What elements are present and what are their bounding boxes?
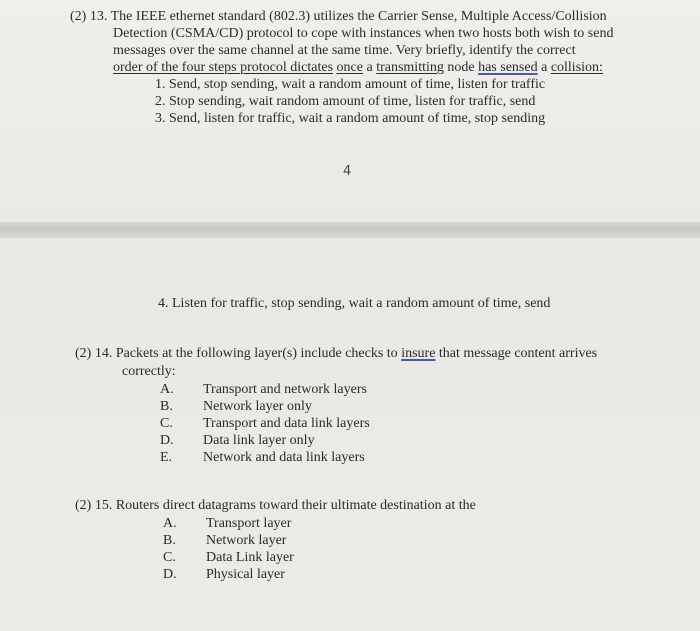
q13-answer: 4 [343, 164, 352, 179]
q15-letter-b: B. [163, 533, 176, 548]
q13-underlined-transmitting: transmitting [376, 60, 444, 75]
q13-underlined-has-sensed: has sensed [478, 60, 538, 75]
q14-letter-e: E. [160, 450, 173, 465]
q14-option-d: Data link layer only [203, 433, 315, 448]
paper-fold [0, 222, 700, 238]
q15-letter-d: D. [163, 567, 177, 582]
q14-letter-c: C. [160, 416, 173, 431]
q14-letter-d: D. [160, 433, 174, 448]
q14-option-c: Transport and data link layers [203, 416, 370, 431]
q15-letter-a: A. [163, 516, 177, 531]
q14-line-2: correctly: [122, 364, 176, 379]
q15-letter-c: C. [163, 550, 176, 565]
q14-letter-a: A. [160, 382, 174, 397]
q14-underlined-insure: insure [401, 346, 436, 361]
q13-line-4 [113, 60, 603, 76]
q15-line-1: (2) 15. Routers direct datagrams toward their ultimate destination at the [75, 498, 476, 513]
q13-underlined-order: order of the four steps protocol dictates [113, 60, 334, 75]
q14-text-start: (2) 14. Packets at the following layer(s) include checks to [75, 346, 398, 361]
q13-word-node: node [447, 60, 475, 75]
q13-line-1: (2) 13. The IEEE ethernet standard (802.3) utilizes the Carrier Sense, Multiple Access/Collision [70, 9, 607, 24]
q15-option-b: Network layer [206, 533, 287, 548]
q13-word-a: a [366, 60, 373, 75]
q15-option-a: Transport layer [206, 516, 292, 531]
q14-option-e: Network and data link layers [203, 450, 365, 465]
q14-option-a: Transport and network layers [203, 382, 367, 397]
q13-option-3: 3. Send, listen for traffic, wait a random amount of time, stop sending [155, 111, 546, 126]
q13-option-4: 4. Listen for traffic, stop sending, wait a random amount of time, send [158, 296, 551, 311]
q15-option-c: Data Link layer [206, 550, 294, 565]
q13-underlined-once: once [336, 60, 363, 75]
q13-line-2: Detection (CSMA/CD) protocol to cope with instances when two hosts both wish to send [113, 26, 614, 41]
q13-underlined-collision: collision: [550, 60, 603, 75]
q15-option-d: Physical layer [206, 567, 285, 582]
q14-text-end: that message content arrives [438, 346, 598, 361]
q13-option-1: 1. Send, stop sending, wait a random amount of time, listen for traffic [155, 77, 546, 92]
q13-line-3: messages over the same channel at the same time. Very briefly, identify the correct [113, 43, 576, 58]
q14-line-1 [75, 346, 597, 362]
q13-word-a-2: a [541, 60, 548, 75]
q13-option-2: 2. Stop sending, wait random amount of time, listen for traffic, send [155, 94, 536, 109]
q14-option-b: Network layer only [203, 399, 312, 414]
q14-letter-b: B. [160, 399, 173, 414]
